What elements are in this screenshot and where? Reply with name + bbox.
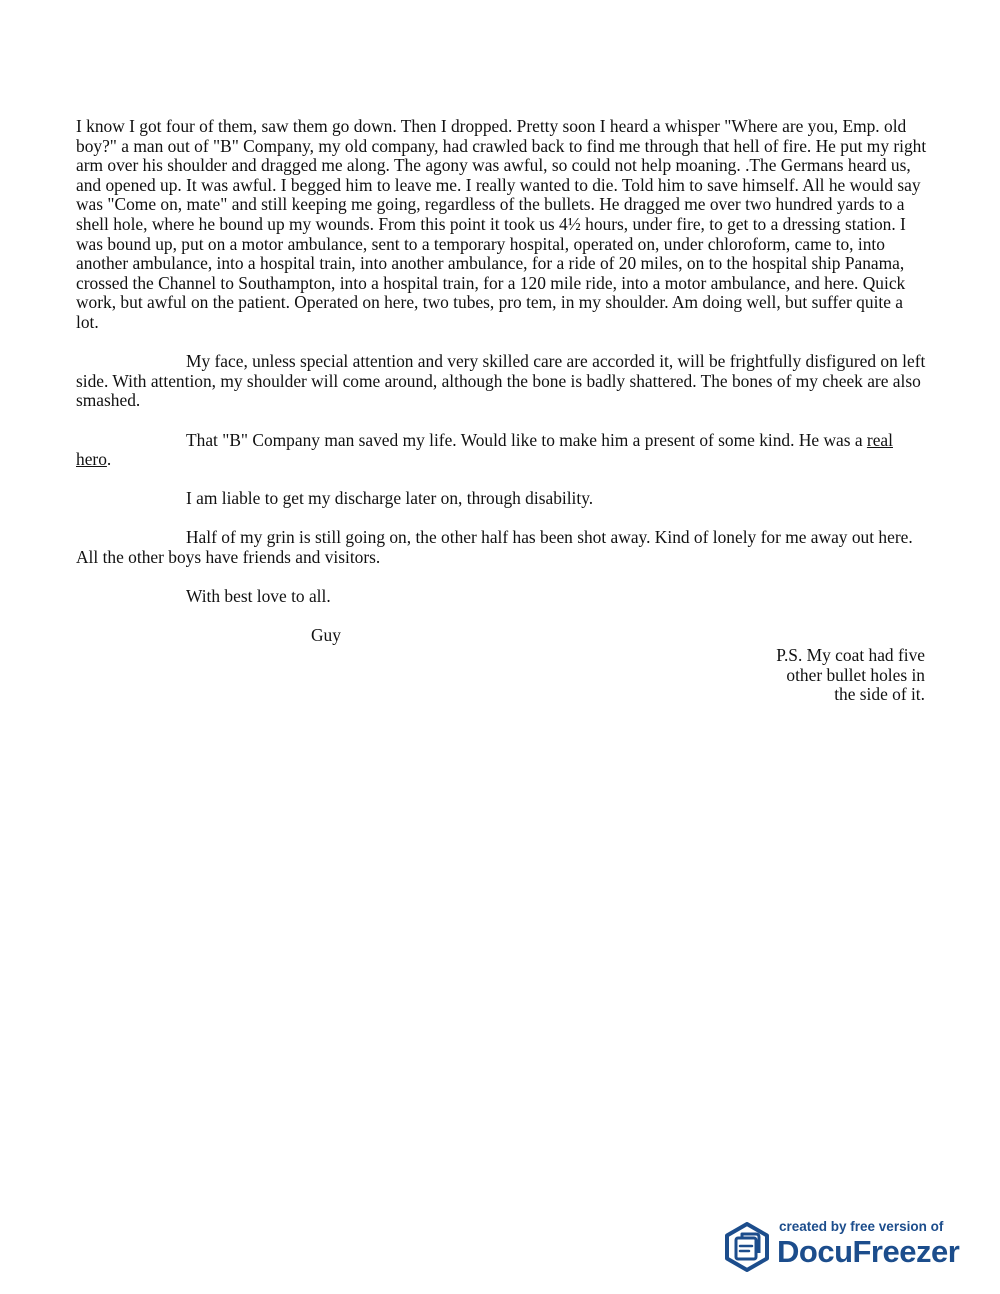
paragraph-3-end: . bbox=[106, 449, 112, 470]
signature: Guy bbox=[311, 625, 341, 646]
postscript bbox=[76, 646, 928, 705]
docufreezer-logo-icon bbox=[722, 1222, 772, 1272]
postscript-line-2: other bullet holes in bbox=[786, 664, 925, 685]
watermark-caption: created by free version of bbox=[779, 1219, 944, 1234]
paragraph-2: My face, unless special attention and very skilled care are accorded it, will be frightfully disfigured on left side. With attention, my shoulder will come around, although the bone is badly shattered. The bones of my cheek are also smashed. bbox=[76, 351, 926, 411]
paragraph-1: I know I got four of them, saw them go down. Then I dropped. Pretty soon I heard a whisper "Where are you, Emp. old boy?" a man out of "B" Company, my old company, had crawled back to find me through that hell of fire. He put my right arm over his shoulder and dragged me along. The agony was awful, so could not help moaning. .The Germans heard us, and opened up. It was awful. I begged him to leave me. I really wanted to die. Told him to save himself. All he would say was "Come on, mate" and still keeping me going, regardless of the bullets. He dragged me over two hundred yards to a shell hole, where he bound up my wounds. From this point it took us 4½ hours, under fire, to get to a dressing station. I was bound up, put on a motor ambulance, sent to a temporary hospital, operated on, under chloroform, came to, into another ambulance, into a hospital train, into another ambulance, for a ride of 20 miles, on to the hospital ship Panama, crossed the Channel to Southampton, into a hospital train, for a 120 mile ride, into a motor ambulance, and here. Quick work, but awful on the patient. Operated on here, two tubes, pro tem, in my shoulder. Am doing well, but suffer quite a lot. bbox=[76, 116, 927, 332]
paragraph-5: Half of my grin is still going on, the other half has been shot away. Kind of lonely for me away out here. All the other boys have friends and visitors. bbox=[76, 527, 913, 568]
underlined-phrase: real hero bbox=[76, 429, 893, 470]
letter-body bbox=[76, 117, 928, 705]
paragraph-3 bbox=[76, 431, 928, 470]
watermark-brand: DocuFreezer bbox=[777, 1234, 960, 1269]
closing-line: With best love to all. bbox=[186, 586, 331, 607]
postscript-line-1: P.S. My coat had five bbox=[776, 645, 925, 666]
paragraph-3-text: That "B" Company man saved my life. Would like to make him a present of some kind. He was a bbox=[186, 429, 867, 450]
docufreezer-watermark bbox=[722, 1218, 972, 1274]
paragraph-4: I am liable to get my discharge later on, through disability. bbox=[186, 488, 594, 509]
postscript-line-3: the side of it. bbox=[834, 684, 925, 705]
